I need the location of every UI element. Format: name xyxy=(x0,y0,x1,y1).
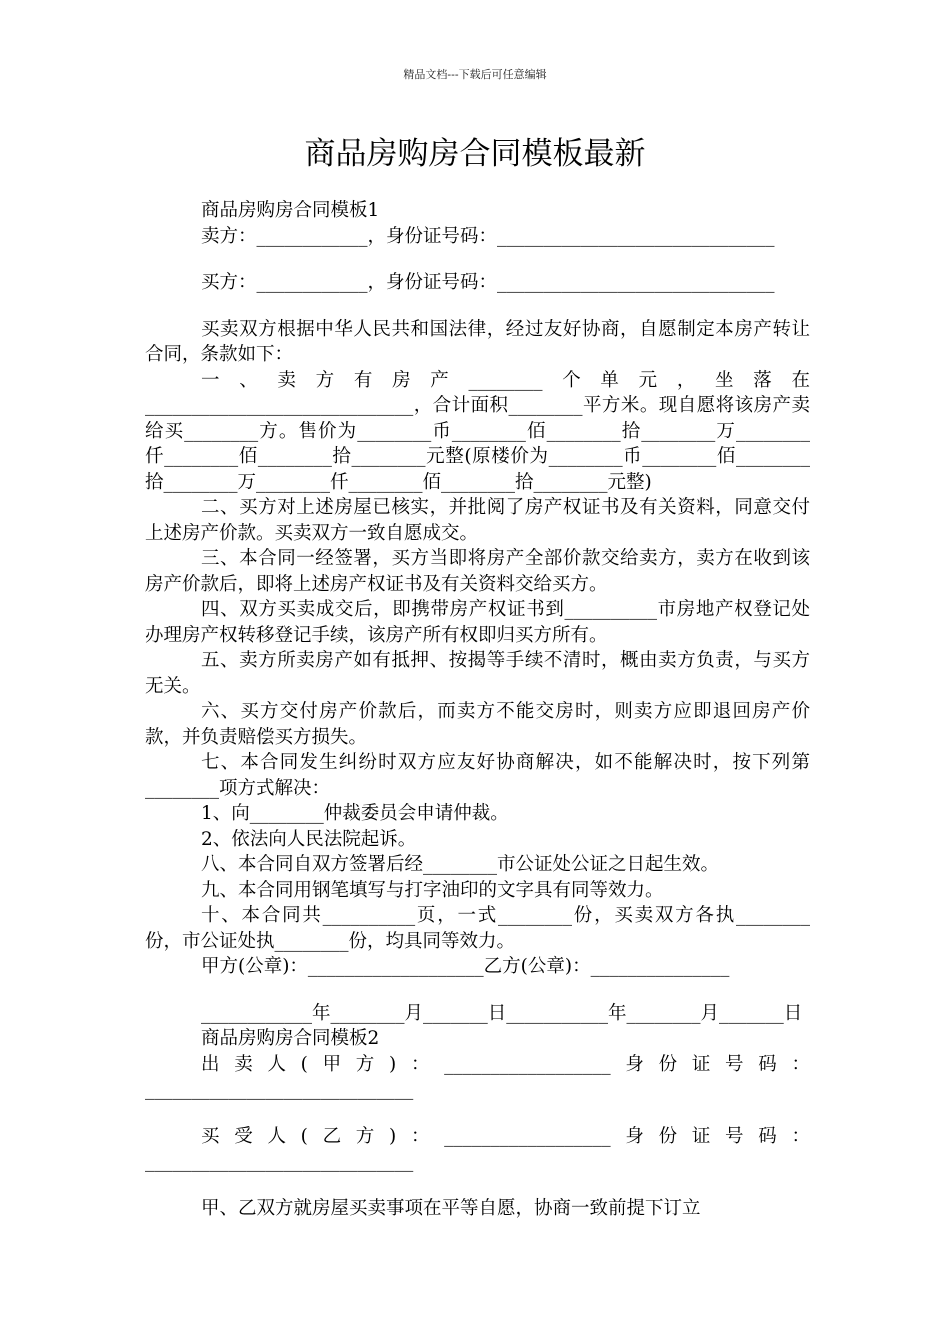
clause-8: 八、本合同自双方签署后经________市公证处公证之日起生效。 xyxy=(201,854,720,875)
template-2-heading: 商品房购房合同模板2 xyxy=(201,1028,380,1049)
template-1-heading: 商品房购房合同模板1 xyxy=(201,200,380,221)
clause-5: 五、卖方所卖房产如有抵押、按揭等手续不清时，概由卖方负责，与买方无关。 xyxy=(145,650,810,697)
signature-line: 甲方(公章)：___________________乙方(公章)：_______________ xyxy=(201,956,730,977)
clause-4: 四、双方买卖成交后，即携带房产权证书到__________市房地产权登记处办理房产权转移登记手续，该房产所有权即归买方所有。 xyxy=(145,599,810,646)
clause-10: 十、本合同共__________页，一式________份，买卖双方各执________份，市公证处执________份，均具同等效力。 xyxy=(145,905,810,952)
template-2-intro: 甲、乙双方就房屋买卖事项在平等自愿，协商一致前提下订立 xyxy=(201,1197,701,1219)
header-note: 精品文档---下载后可任意编辑 xyxy=(403,68,547,81)
clause-6: 六、买方交付房产价款后，而卖方不能交房时，则卖方应即退回房产价款，并负责赔偿买方损失。 xyxy=(145,701,810,748)
buyer-party-line: 买受人(乙方)：__________________身份证号码：_____________________________ xyxy=(145,1125,810,1172)
clause-7-option-2: 2、依法向人民法院起诉。 xyxy=(201,828,417,850)
seller-party-line: 出卖人(甲方)：__________________身份证号码：_____________________________ xyxy=(145,1053,810,1100)
clause-9: 九、本合同用钢笔填写与打字油印的文字具有同等效力。 xyxy=(201,879,664,901)
clause-3: 三、本合同一经签署，买方当即将房产全部价款交给卖方，卖方在收到该房产价款后，即将上述房产权证书及有关资料交给买方。 xyxy=(145,548,810,595)
date-line: ____________年________月_______日___________年________月_______日 xyxy=(201,1002,803,1024)
clause-1: 一、卖方有房产________个单元，坐落在_____________________________，合计面积________平方米。现自愿将该房产卖给买________方。售价为________币________佰________拾________万________仟________佰________拾________元整(原楼价为________币________佰________拾________万________仟________佰________拾________元整) xyxy=(145,369,810,493)
document-title: 商品房购房合同模板最新 xyxy=(304,136,646,172)
seller-line: 卖方：____________，身份证号码：______________________________ xyxy=(201,225,775,247)
clause-7: 七、本合同发生纠纷时双方应友好协商解决，如不能解决时，按下列第________项方式解决： xyxy=(145,752,810,799)
buyer-line: 买方：____________，身份证号码：______________________________ xyxy=(201,272,775,293)
clause-2: 二、买方对上述房屋已核实，并批阅了房产权证书及有关资料，同意交付上述房产价款。买卖双方一致自愿成交。 xyxy=(145,497,810,544)
document-body xyxy=(145,198,810,1221)
clause-7-option-1: 1、向________仲裁委员会申请仲裁。 xyxy=(201,803,509,824)
intro-paragraph: 买卖双方根据中华人民共和国法律，经过友好协商，自愿制定本房产转让合同，条款如下： xyxy=(145,318,810,365)
